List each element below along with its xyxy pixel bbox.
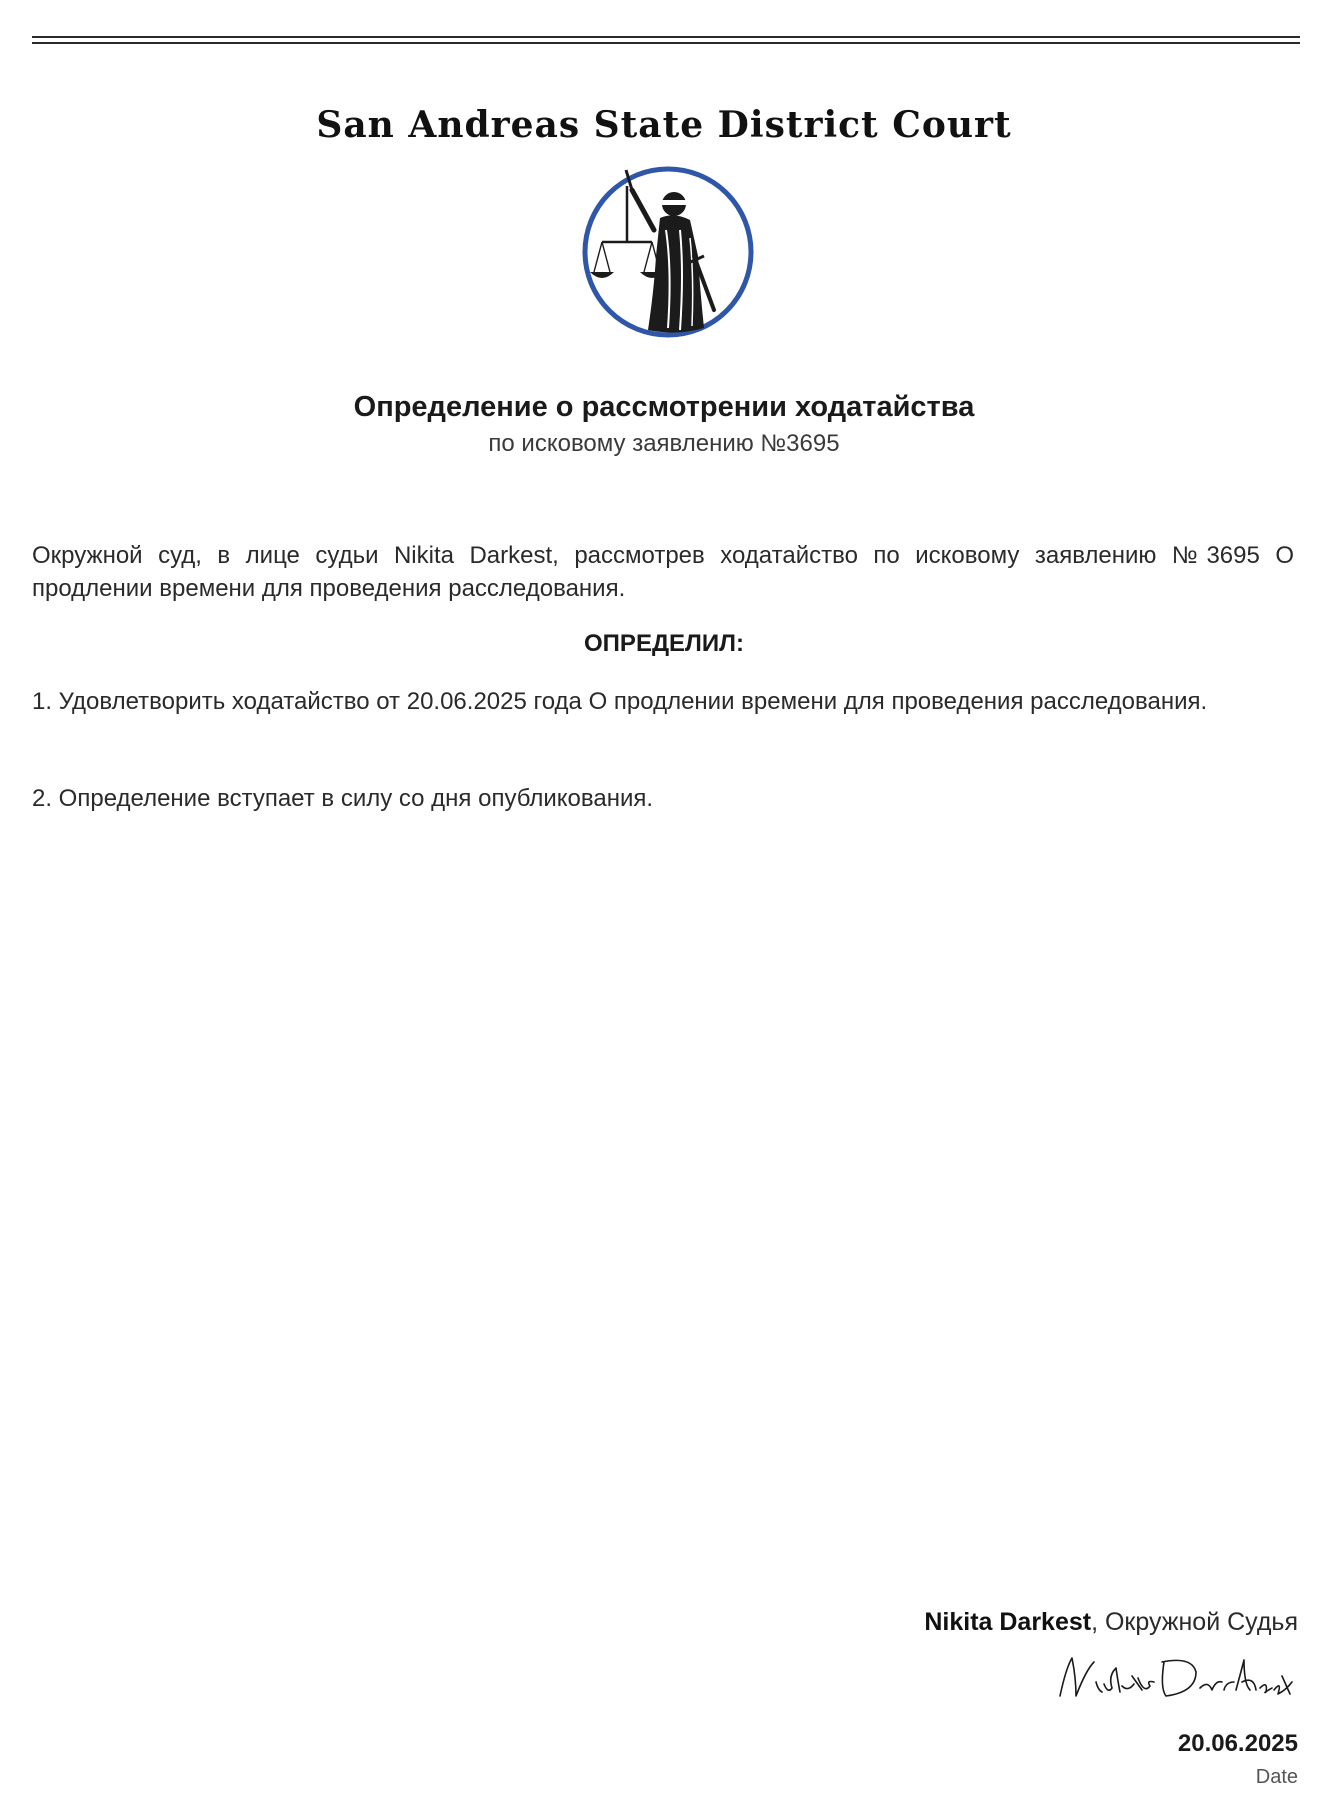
judge-name: Nikita Darkest bbox=[924, 1608, 1092, 1636]
decided-heading: ОПРЕДЕЛИЛ: bbox=[584, 630, 744, 657]
decision-item-2: 2. Определение вступает в силу со дня опубликования. bbox=[32, 785, 654, 812]
top-double-rule-lower bbox=[32, 42, 1300, 44]
lady-justice-seal-icon bbox=[580, 160, 756, 340]
intro-paragraph: Окружной суд, в лице судьи Nikita Darkest, рассмотрев ходатайство по исковому заявлению №3695 О продлении времени для проведения расследования. bbox=[32, 542, 1294, 602]
court-name-heading: San Andreas State District Court bbox=[316, 104, 1012, 146]
document-subtitle: по исковому заявлению №3695 bbox=[488, 430, 840, 457]
judge-signature-line bbox=[598, 1608, 1298, 1637]
top-double-rule-upper bbox=[32, 36, 1300, 38]
judge-title: , Окружной Судья bbox=[1091, 1608, 1298, 1636]
signature-date-label: Date bbox=[1255, 1766, 1298, 1788]
handwritten-signature bbox=[1046, 1648, 1306, 1708]
document-title: Определение о рассмотрении ходатайства bbox=[353, 391, 975, 423]
signature-date: 20.06.2025 bbox=[1177, 1730, 1298, 1757]
decision-item-1: 1. Удовлетворить ходатайство от 20.06.2025 года О продлении времени для проведения расследования. bbox=[32, 688, 1208, 715]
